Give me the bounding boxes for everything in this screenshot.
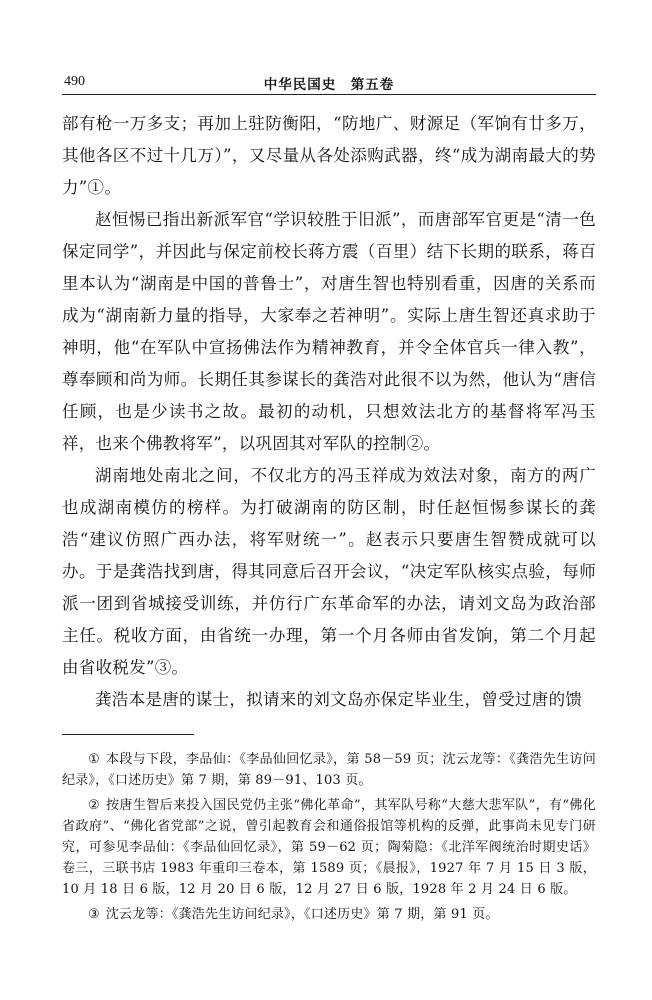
footnote xyxy=(62,904,596,925)
page-header xyxy=(62,70,596,95)
footnote-text: 本段与下段，李品仙：《李品仙回忆录》，第 58－59 页；沈云龙等：《龚浩先生访问纪录》，《口述历史》第 7 期，第 89－91、103 页。 xyxy=(62,752,596,788)
footnote xyxy=(62,749,596,791)
paragraph-continued: 部有枪一万多支；再加上驻防衡阳，“防地广、财源足（军饷有廿多万，其他各区不过十几万）”，又尽量从各处添购武器，终“成为湖南最大的势力”①。 xyxy=(62,114,596,197)
page-number: 490 xyxy=(64,74,85,89)
running-title: 中华民国史 第五卷 xyxy=(263,77,395,93)
footnotes xyxy=(62,749,596,925)
footnote-mark: ② xyxy=(88,798,101,813)
footnote-text: 沈云龙等：《龚浩先生访问纪录》，《口述历史》第 7 期，第 91 页。 xyxy=(105,907,499,922)
paragraph: 龚浩本是唐的谋士，拟请来的刘文岛亦保定毕业生，曾受过唐的馈 xyxy=(95,690,583,709)
body-text xyxy=(62,108,596,716)
paragraph: 赵恒惕已指出新派军官“学识较胜于旧派”，而唐部军官更是“清一色保定同学”，并因此与保定前校长蒋方震（百里）结下长期的联系，蒋百里本认为“湖南是中国的普鲁士”，对唐生智也特别看重，因唐的关系而成为“湖南新力量的指导，大家奉之若神明”。实际上唐生智还真求助于神明，他“在军队中宣扬佛法作为精神教育，并令全体官兵一律入教”，尊奉顾和尚为师。长期任其参谋长的龚浩对此很不以为然，他认为“唐信任顾，也是少读书之故。最初的动机，只想效法北方的基督将军冯玉祥，也来个佛教将军”，以巩固其对军队的控制②。 xyxy=(62,210,596,453)
book-page xyxy=(62,70,596,929)
footnote-text: 按唐生智后来投入国民党仍主张“佛化革命”，其军队号称“大慈大悲军队”，有“佛化省政府”、“佛化省党部”之说，曾引起教育会和通俗报馆等机构的反弹，此事尚未见专门研究，可参见李品仙：《李品仙回忆录》，第 59－62 页；陶菊隐：《北洋军阀统治时期史话》卷三，三联书店 1983 年重印三卷本，第 1589 页；《晨报》，1927 年 7 月 15 日 3 版，10 月 18 日 6 版，12 月 20 日 6 版，12 月 27 日 6 版，1928 年 2 月 24 日 6 版。 xyxy=(62,798,597,897)
footnote-separator xyxy=(62,734,194,735)
footnote-mark: ③ xyxy=(88,907,100,922)
paragraph: 湖南地处南北之间，不仅北方的冯玉祥成为效法对象，南方的两广也成湖南模仿的榜样。为打破湖南的防区制，时任赵恒惕参谋长的龚浩“建议仿照广西办法，将军财统一”。赵表示只要唐生智赞成就可以办。于是龚浩找到唐，得其同意后召开会议，“决定军队核实点验，每师派一团到省城接受训练，并仿行广东革命军的办法，请刘文岛为政治部主任。税收方面，由省统一办理，第一个月各师由省发饷，第二个月起由省收税发”③。 xyxy=(62,466,596,677)
footnote-mark: ① xyxy=(88,752,100,767)
footnote xyxy=(62,795,596,900)
